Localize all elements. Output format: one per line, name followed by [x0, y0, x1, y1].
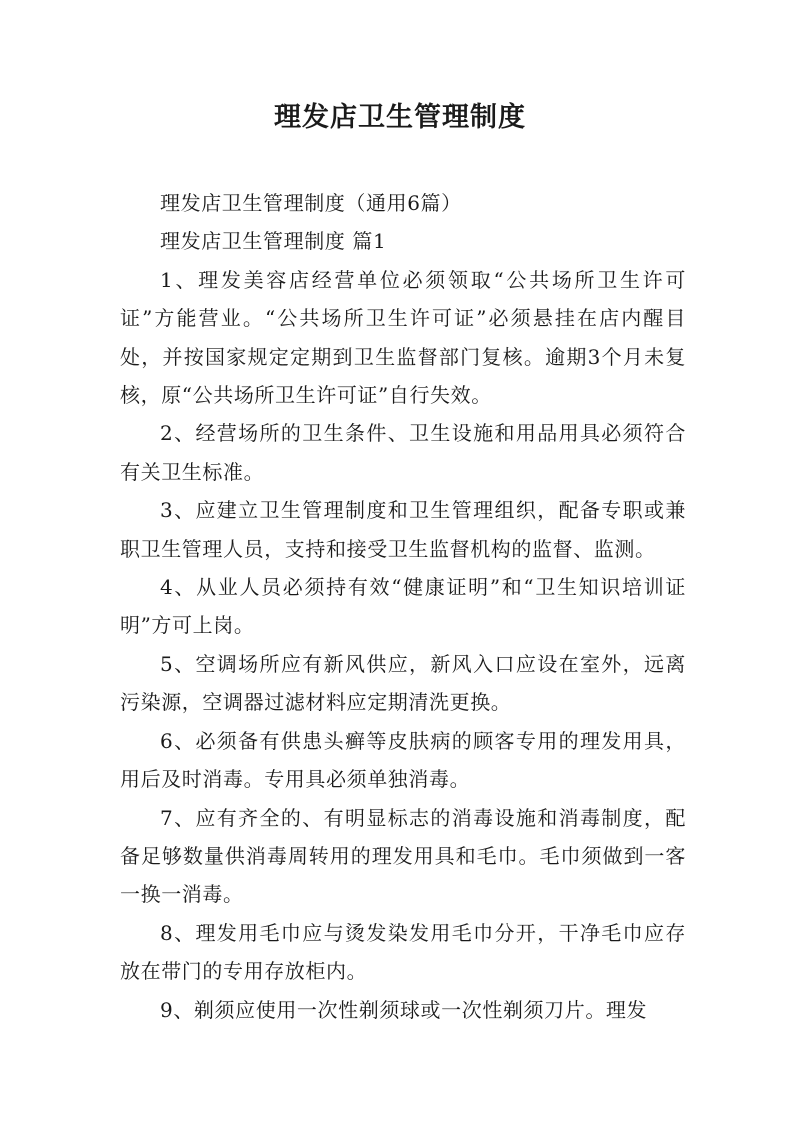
- rule-paragraph-3: 3、应建立卫生管理制度和卫生管理组织，配备专职或兼职卫生管理人员，支持和接受卫生监督机构的监督、监测。: [120, 498, 686, 561]
- rule-paragraph-5: 5、空调场所应有新风供应，新风入口应设在室外，远离污染源，空调器过滤材料应定期清洗更换。: [120, 651, 686, 715]
- rule-paragraph-9: 9、剃须应使用一次性剃须球或一次性剃须刀片。理发: [160, 997, 648, 1022]
- rule-paragraph-7: 7、应有齐全的、有明显标志的消毒设施和消毒制度，配备足够数量供消毒周转用的理发用具和毛巾。毛巾须做到一客一换一消毒。: [120, 805, 686, 907]
- rule-paragraph-8: 8、理发用毛巾应与烫发染发用毛巾分开，干净毛巾应存放在带门的专用存放柜内。: [120, 920, 686, 984]
- section-heading: 理发店卫生管理制度 篇1: [160, 229, 387, 254]
- rule-paragraph-4: 4、从业人员必须持有效“健康证明”和“卫生知识培训证明”方可上岗。: [120, 575, 686, 638]
- rule-paragraph-1: 1、理发美容店经营单位必须领取“公共场所卫生许可证”方能营业。“公共场所卫生许可证”必须悬挂在店内醒目处，并按国家规定定期到卫生监督部门复核。逾期3个月未复核，原“公共场所卫生许可证”自行失效。: [120, 267, 686, 408]
- rule-paragraph-2: 2、经营场所的卫生条件、卫生设施和用品用具必须符合有关卫生标准。: [120, 421, 686, 484]
- document-title: 理发店卫生管理制度: [274, 102, 526, 133]
- rule-paragraph-6: 6、必须备有供患头癣等皮肤病的顾客专用的理发用具，用后及时消毒。专用具必须单独消毒。: [120, 728, 686, 792]
- subtitle-paragraph: 理发店卫生管理制度（通用6篇）: [160, 191, 462, 215]
- document-body: [120, 184, 686, 1029]
